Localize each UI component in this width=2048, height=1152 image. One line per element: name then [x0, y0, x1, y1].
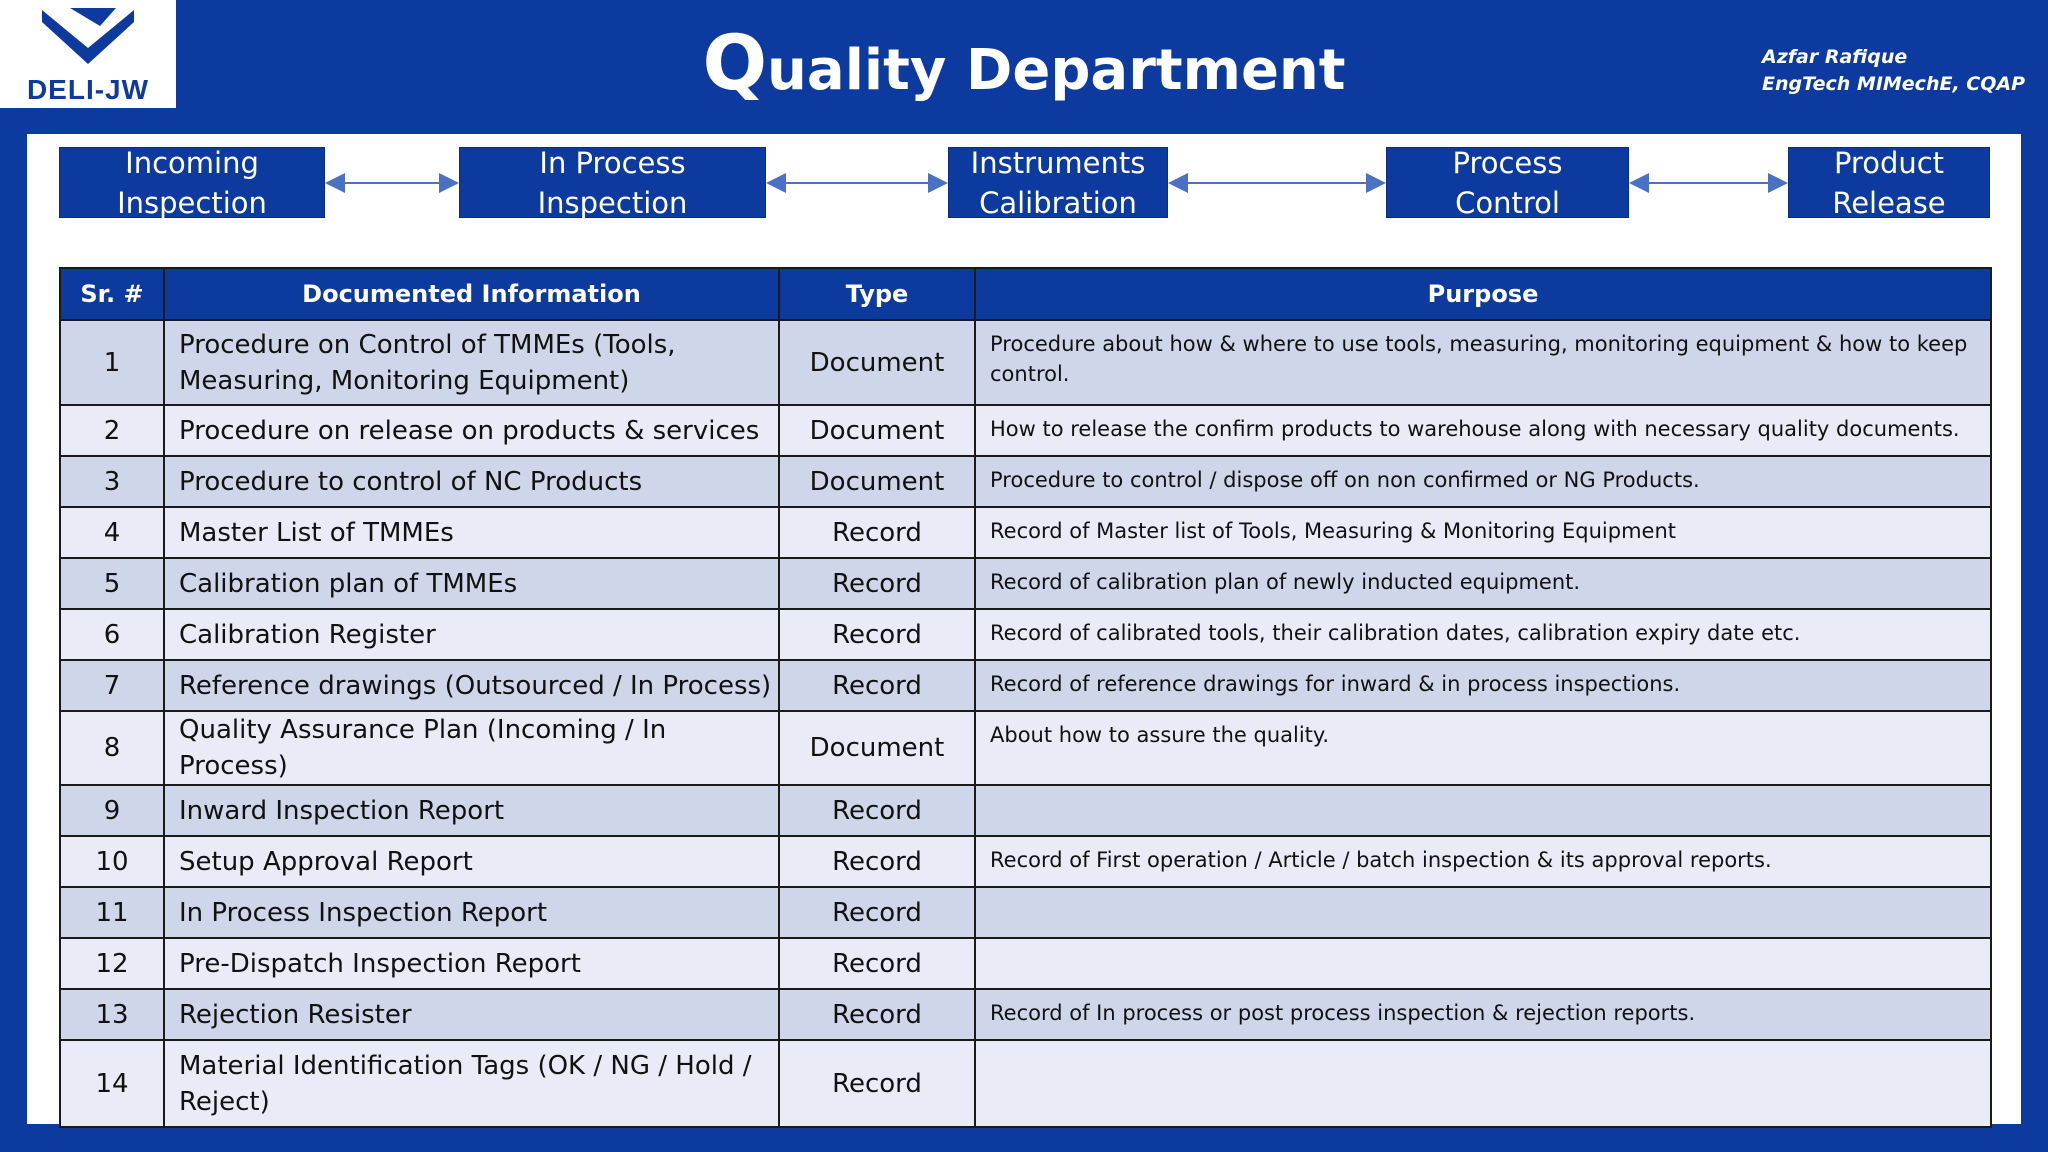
header-purpose: Purpose [975, 268, 1991, 320]
cell-type: Document [779, 320, 975, 405]
cell-sr: 13 [60, 989, 164, 1040]
process-step-line2: Control [1455, 185, 1560, 220]
cell-sr: 6 [60, 609, 164, 660]
author-name: Azfar Rafique [1762, 46, 1908, 68]
table-row [60, 836, 1991, 887]
table-row [60, 456, 1991, 507]
cell-purpose: Record of calibration plan of newly inducted equipment. [975, 558, 1991, 609]
documented-information-table [59, 267, 1992, 1128]
table-header-row [60, 268, 1991, 320]
cell-documented-information: Calibration plan of TMMEs [164, 558, 779, 609]
cell-documented-information: Rejection Resister [164, 989, 779, 1040]
table-row [60, 1040, 1991, 1127]
cell-documented-information: Master List of TMMEs [164, 507, 779, 558]
cell-sr: 2 [60, 405, 164, 456]
cell-purpose: Procedure to control / dispose off on non confirmed or NG Products. [975, 456, 1991, 507]
process-flow-connectors [0, 0, 2048, 300]
header-type: Type [779, 268, 975, 320]
cell-documented-information: Procedure on release on products & services [164, 405, 779, 456]
cell-sr: 8 [60, 711, 164, 785]
cell-type: Record [779, 938, 975, 989]
cell-documented-information: Setup Approval Report [164, 836, 779, 887]
header-documented-information: Documented Information [164, 268, 779, 320]
table-row [60, 887, 1991, 938]
cell-documented-information: Material Identification Tags (OK / NG / Hold / Reject) [164, 1040, 779, 1127]
cell-documented-information: In Process Inspection Report [164, 887, 779, 938]
cell-sr: 5 [60, 558, 164, 609]
cell-sr: 7 [60, 660, 164, 711]
process-step-line1: Instruments [970, 145, 1146, 180]
cell-sr: 10 [60, 836, 164, 887]
cell-type: Document [779, 456, 975, 507]
cell-sr: 14 [60, 1040, 164, 1127]
cell-documented-information: Calibration Register [164, 609, 779, 660]
cell-documented-information: Inward Inspection Report [164, 785, 779, 836]
table-row [60, 785, 1991, 836]
cell-purpose [975, 785, 1991, 836]
cell-documented-information: Reference drawings (Outsourced / In Process) [164, 660, 779, 711]
table-row [60, 938, 1991, 989]
cell-purpose: Record of calibrated tools, their calibration dates, calibration expiry date etc. [975, 609, 1991, 660]
table-row [60, 405, 1991, 456]
table-row [60, 609, 1991, 660]
logo-text: DELI-JW [26, 74, 150, 105]
cell-documented-information: Procedure to control of NC Products [164, 456, 779, 507]
process-step-line1: Product [1833, 145, 1945, 180]
cell-documented-information: Procedure on Control of TMMEs (Tools, Measuring, Monitoring Equipment) [164, 320, 779, 405]
cell-sr: 1 [60, 320, 164, 405]
cell-purpose: Record of First operation / Article / batch inspection & its approval reports. [975, 836, 1991, 887]
cell-purpose: Record of Master list of Tools, Measuring & Monitoring Equipment [975, 507, 1991, 558]
cell-purpose: Record of reference drawings for inward & in process inspections. [975, 660, 1991, 711]
cell-type: Record [779, 836, 975, 887]
cell-purpose [975, 1040, 1991, 1127]
cell-type: Document [779, 405, 975, 456]
cell-sr: 9 [60, 785, 164, 836]
header-sr: Sr. # [60, 268, 164, 320]
cell-type: Record [779, 660, 975, 711]
table-row [60, 320, 1991, 405]
cell-purpose [975, 938, 1991, 989]
process-step-line1: In Process [539, 145, 686, 180]
author-credentials: EngTech MIMechE, CQAP [1762, 73, 2026, 95]
cell-type: Record [779, 558, 975, 609]
process-step-line2: Inspection [537, 185, 688, 220]
cell-type: Record [779, 1040, 975, 1127]
table-row [60, 711, 1991, 785]
cell-purpose: Record of In process or post process inspection & rejection reports. [975, 989, 1991, 1040]
cell-purpose: Procedure about how & where to use tools, measuring, monitoring equipment & how to keep control. [975, 320, 1991, 405]
process-step-line1: Process [1452, 145, 1563, 180]
process-step-line1: Incoming [125, 145, 259, 180]
cell-purpose [975, 887, 1991, 938]
cell-sr: 4 [60, 507, 164, 558]
title-rest: uality Department [767, 38, 1346, 103]
process-step-line2: Inspection [117, 185, 267, 220]
cell-type: Record [779, 609, 975, 660]
cell-type: Document [779, 711, 975, 785]
process-step-line2: Release [1832, 185, 1946, 220]
cell-type: Record [779, 887, 975, 938]
process-step-line2: Calibration [979, 185, 1137, 220]
cell-documented-information: Pre-Dispatch Inspection Report [164, 938, 779, 989]
cell-type: Record [779, 507, 975, 558]
table-row [60, 507, 1991, 558]
title-initial: Q [702, 18, 768, 107]
table-row [60, 989, 1991, 1040]
cell-sr: 12 [60, 938, 164, 989]
cell-documented-information: Quality Assurance Plan (Incoming / In Process) [164, 711, 779, 785]
cell-type: Record [779, 989, 975, 1040]
cell-sr: 3 [60, 456, 164, 507]
cell-sr: 11 [60, 887, 164, 938]
cell-purpose: About how to assure the quality. [975, 711, 1991, 785]
cell-type: Record [779, 785, 975, 836]
table-row [60, 558, 1991, 609]
cell-purpose: How to release the confirm products to warehouse along with necessary quality documents. [975, 405, 1991, 456]
table-row [60, 660, 1991, 711]
